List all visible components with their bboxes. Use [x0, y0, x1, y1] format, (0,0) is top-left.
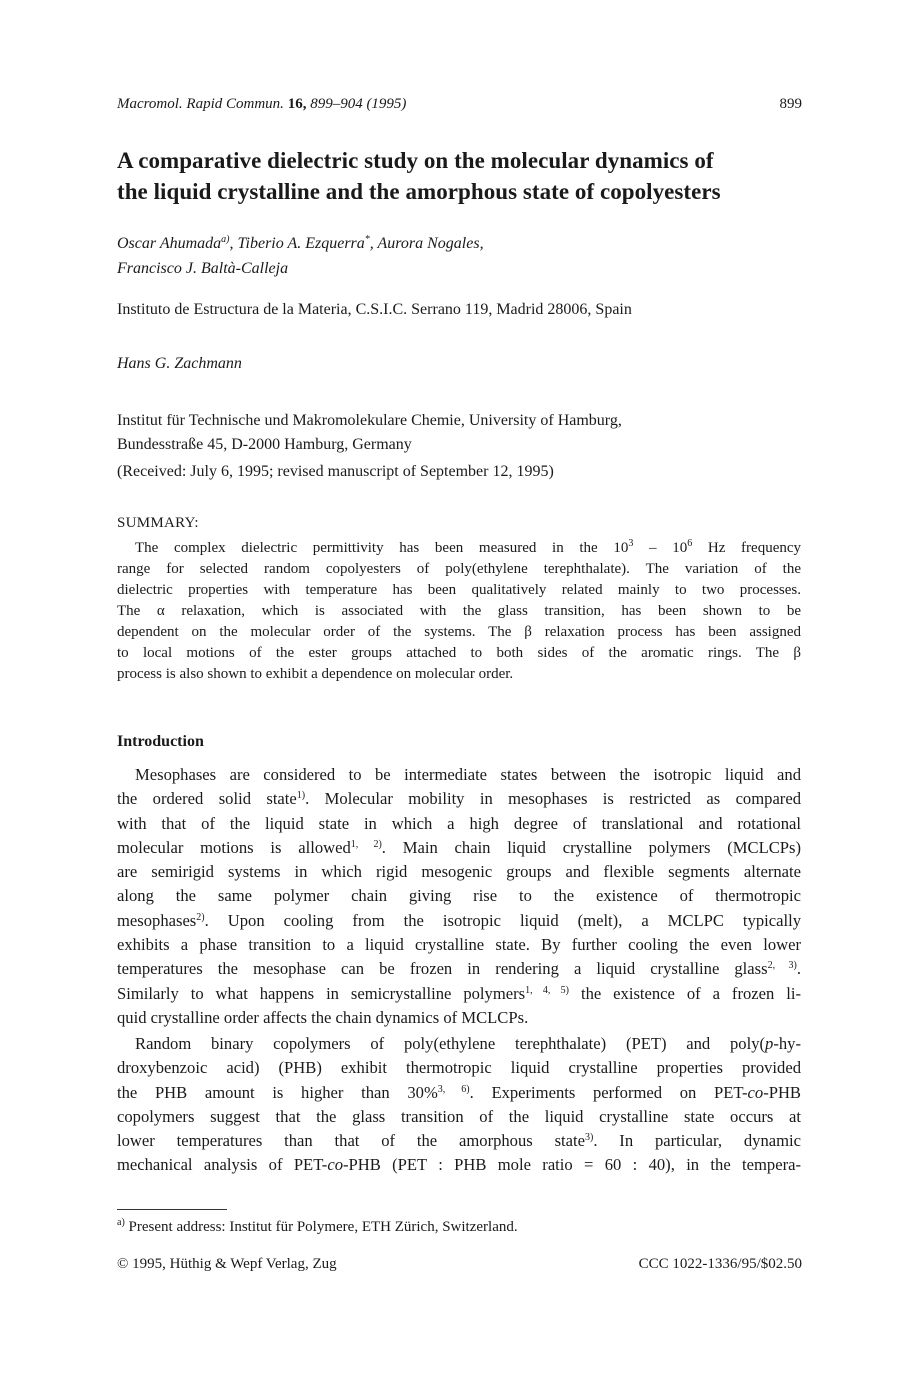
journal-name: Macromol. Rapid Commun. [117, 96, 284, 112]
author-name: , Tiberio A. Ezquerra [229, 235, 365, 252]
body-line: exhibits a phase transition to a liquid crystalline state. By further cooling the even lower [117, 935, 801, 955]
running-header [117, 96, 802, 118]
received-date: (Received: July 6, 1995; revised manuscript of September 12, 1995) [117, 463, 554, 480]
summary-line: process is also shown to exhibit a dependence on molecular order. [117, 666, 514, 682]
citation-ref: 3, 6) [437, 1083, 470, 1095]
body-line: with that of the liquid state in which a high degree of translational and rotational [117, 813, 801, 833]
author-name: , Aurora Nogales, [369, 235, 484, 252]
affiliation-line: Bundesstraße 45, D-2000 Hamburg, Germany [117, 436, 412, 453]
corresponding-mark: * [364, 234, 370, 245]
affiliation-line: Institut für Technische und Makromolekulare Chemie, University of Hamburg, [117, 412, 622, 429]
copyright-notice: © 1995, Hüthig & Wepf Verlag, Zug [117, 1256, 337, 1272]
body-line: Similarly to what happens in semicrystalline polymers$^{1, 4, 5)}$ the existence of a frozen li- [117, 983, 801, 1003]
summary-line: dependent on the molecular order of the systems. The β relaxation process has been assigned [117, 624, 801, 640]
title-line: A comparative dielectric study on the molecular dynamics of [117, 148, 714, 173]
body-line: the PHB amount is higher than 30%$^{3, 6)}$. Experiments performed on PET-co-PHB [117, 1082, 801, 1102]
title-line: the liquid crystalline and the amorphous state of copolyesters [117, 179, 721, 204]
footnote-mark: a) [221, 234, 230, 245]
author-name: Hans G. Zachmann [117, 355, 242, 372]
summary-heading: SUMMARY: [117, 515, 199, 531]
summary-line: dielectric properties with temperature has been qualitatively related mainly to two processes. [117, 582, 801, 598]
body-line: are semirigid systems in which rigid mesogenic groups and flexible segments alternate [117, 862, 801, 882]
body-line: temperatures the mesophase can be frozen in rendering a liquid crystalline glass$^{2, 3)}$. [117, 959, 801, 979]
footnote-text: Present address: Institut für Polymere, ETH Zürich, Switzerland. [124, 1219, 518, 1235]
body-line: along the same polymer chain giving rise to the existence of thermotropic [117, 886, 801, 906]
citation-ref: 1, 4, 5) [525, 984, 570, 996]
footnote-divider [117, 1209, 227, 1210]
citation-ref: 1) [296, 790, 306, 802]
intro-paragraph-1 [117, 763, 801, 1030]
section-heading: Introduction [117, 733, 204, 750]
body-line: molecular motions is allowed$^{1, 2)}$. Main chain liquid crystalline polymers (MCLCPs) [117, 837, 801, 857]
page-number: 899 [779, 96, 802, 112]
body-line: lower temperatures than that of the amorphous state$^{3)}$. In particular, dynamic [117, 1131, 801, 1151]
body-line: Mesophases are considered to be intermediate states between the isotropic liquid and [135, 765, 801, 784]
body-line: mechanical analysis of PET-co-PHB (PET : PHB mole ratio = 60 : 40), in the tempera- [117, 1155, 802, 1175]
body-line: mesophases$^{2)}$. Upon cooling from the isotropic liquid (melt), a MCLPC typically [117, 910, 801, 930]
author-list [117, 231, 484, 281]
intro-paragraph-2 [117, 1032, 801, 1178]
ccc-code: CCC 1022-1336/95/$02.50 [638, 1256, 802, 1272]
citation-ref: 3) [584, 1132, 594, 1144]
summary-line: to local motions of the ester groups attached to both sides of the aromatic rings. The β [117, 645, 801, 661]
body-line: the ordered solid state$^{1)}$. Molecular mobility in mesophases is restricted as compared [117, 789, 801, 809]
journal-volume: 16, [287, 96, 307, 112]
body-line: Random binary copolymers of poly(ethylene terephthalate) (PET) and poly(p-hy- [135, 1034, 801, 1053]
body-line: copolymers suggest that the glass transition of the liquid crystalline state occurs at [117, 1106, 801, 1126]
body-line: droxybenzoic acid) (PHB) exhibit thermotropic liquid crystalline properties provided [117, 1058, 801, 1078]
author-line: Francisco J. Baltà-Calleja [117, 260, 289, 277]
summary-text [117, 538, 801, 685]
summary-line: The α relaxation, which is associated with the glass transition, has been shown to be [117, 603, 801, 619]
journal-pages: 899–904 (1995) [310, 96, 407, 112]
summary-line: The complex dielectric permittivity has been measured in the $10^3 - 10^6$ Hz frequency [135, 538, 802, 556]
page-footer [117, 1256, 802, 1273]
footnote [117, 1219, 518, 1236]
body-line: quid crystalline order affects the chain dynamics of MCLCPs. [117, 1007, 529, 1027]
citation-ref: 2, 3) [767, 960, 797, 972]
author-name: Oscar Ahumada [117, 235, 222, 252]
affiliation [117, 409, 622, 457]
footnote-mark: a) [117, 1217, 125, 1228]
citation-ref: 1, 2) [350, 838, 382, 850]
citation-ref: 2) [196, 911, 205, 923]
affiliation: Instituto de Estructura de la Materia, C.S.I.C. Serrano 119, Madrid 28006, Spain [117, 301, 632, 318]
summary-line: range for selected random copolyesters of poly(ethylene terephthalate). The variation of the [117, 561, 801, 577]
paper-title [117, 145, 817, 207]
journal-citation [117, 96, 406, 113]
author-line [117, 231, 484, 256]
